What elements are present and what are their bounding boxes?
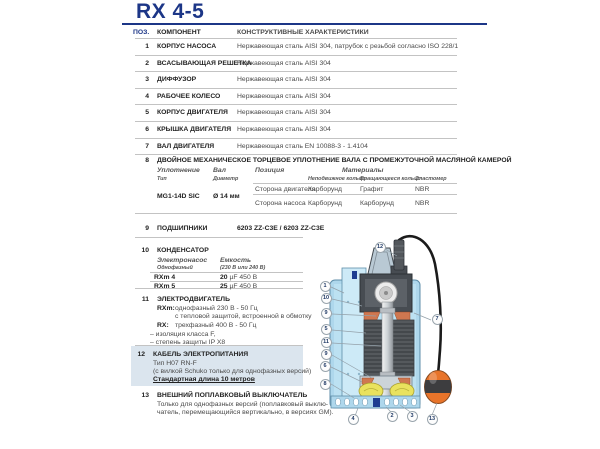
row-num: 1: [145, 43, 149, 50]
seal-col-position: Позиция: [255, 167, 285, 175]
diagram-callout: 11: [321, 337, 332, 348]
motor-line-label: RX:: [157, 322, 169, 330]
diagram-callout: 9: [321, 349, 332, 360]
capacitor-model: RXm 4: [154, 274, 176, 282]
row-component: КОНДЕНСАТОР: [157, 247, 209, 255]
row-characteristics: Нержавеющая сталь AISI 304: [237, 76, 331, 84]
capacitor-section: [135, 238, 303, 289]
row-characteristics: Нержавеющая сталь AISI 304: [237, 125, 331, 133]
row-component: КАБЕЛЬ ЭЛЕКТРОПИТАНИЯ: [153, 351, 249, 359]
motor-line: с тепловой защитой, встроенной в обмотку: [175, 313, 312, 321]
row-characteristics: 6203 ZZ-C3E / 6203 ZZ-C3E: [237, 225, 325, 233]
row-component: ВАЛ ДВИГАТЕЛЯ: [157, 142, 215, 150]
motor-line-label: RXm:: [157, 305, 175, 313]
seal-cell: NBR: [415, 185, 430, 193]
seal-cell: Карборунд: [308, 200, 343, 208]
seal-col-rotating-ring: Вращающееся кольцо: [360, 176, 421, 183]
cable-section: [131, 346, 312, 386]
header-pos: ПОЗ.: [133, 29, 150, 36]
diagram-callout: 4: [348, 414, 359, 425]
row-num: 3: [145, 76, 149, 84]
capacitor-value-volt: µF 450 В: [227, 274, 258, 282]
seal-cell: Карборунд: [360, 200, 395, 208]
divider: [253, 194, 457, 195]
seal-section: [135, 155, 512, 214]
motor-section: [135, 289, 312, 346]
pump-cross-section-diagram: [298, 232, 493, 442]
divider: [150, 272, 303, 273]
diagram-callout: 7: [432, 314, 443, 325]
seal-cell: Графит: [360, 185, 384, 193]
table-row: [135, 105, 457, 122]
seal-cell: Карборунд: [308, 185, 343, 193]
row-characteristics: Нержавеющая сталь AISI 304: [237, 109, 331, 117]
diagram-callout: 13: [427, 414, 438, 425]
diagram-callout: 5: [321, 324, 332, 335]
row-component: КРЫШКА ДВИГАТЕЛЯ: [157, 125, 232, 133]
row-component: ВСАСЫВАЮЩАЯ РЕШЕТКА: [157, 59, 252, 67]
capacitor-col-capacity: Емкость: [220, 257, 252, 265]
capacitor-value: [220, 274, 257, 281]
row-component: ПОДШИПНИКИ: [157, 225, 208, 233]
capacitor-col-capacity-sub: (230 В или 240 В): [220, 265, 266, 272]
seal-diameter-value: Ø 14 мм: [213, 193, 240, 201]
seal-col-type: Тип: [157, 176, 167, 183]
table-row: [135, 72, 457, 89]
capacitor-value-volt: µF 450 В: [227, 282, 258, 290]
seal-col-diameter: Диаметр: [213, 176, 239, 183]
motor-line: – степень защиты IP X8: [150, 338, 226, 346]
seal-type-value: MG1-14D SIC: [157, 193, 200, 201]
capacitor-value-uf: 20: [220, 274, 228, 282]
seal-cell: NBR: [415, 200, 430, 208]
seal-col-seal: Уплотнение: [157, 167, 200, 175]
row-num: 8: [145, 157, 149, 165]
diagram-callout: 1: [320, 281, 331, 292]
diagram-callout: 12: [375, 242, 386, 253]
seal-col-materials: Материалы: [342, 167, 384, 175]
table-header-row: [135, 27, 457, 39]
title-divider: [122, 23, 487, 25]
row-component: ВНЕШНИЙ ПОПЛАВКОВЫЙ ВЫКЛЮЧАТЕЛЬ: [157, 392, 308, 400]
row-component: КОРПУС ДВИГАТЕЛЯ: [157, 109, 228, 117]
capacitor-value-uf: 25: [220, 282, 228, 290]
header-component: КОМПОНЕНТ: [157, 29, 201, 36]
row-num: 11: [141, 296, 149, 304]
header-characteristics: КОНСТРУКТИВНЫЕ ХАРАКТЕРИСТИКИ: [237, 29, 369, 36]
seal-col-shaft: Вал: [213, 167, 226, 175]
seal-col-elastomer: Эластомер: [415, 176, 447, 183]
seal-cell: Сторона насоса: [255, 200, 306, 208]
diagram-callout: 10: [321, 293, 332, 304]
bearings-row: [135, 214, 325, 238]
diagram-callout: 2: [387, 411, 398, 422]
diagram-callout: 3: [407, 411, 418, 422]
float-switch-line: Только для однофазных версий (поплавковый выклю-: [157, 401, 329, 409]
row-characteristics: Нержавеющая сталь AISI 304: [237, 92, 331, 100]
motor-line: трехфазный 400 В - 50 Гц: [175, 322, 257, 330]
motor-line: – изоляция класса F,: [150, 331, 216, 339]
diagram-callout: 8: [320, 379, 331, 390]
table-row: [135, 139, 457, 156]
diagram-callout: 6: [320, 361, 331, 372]
row-component: ЭЛЕКТРОДВИГАТЕЛЬ: [157, 296, 230, 304]
row-characteristics: Нержавеющая сталь EN 10088-3 - 1.4104: [237, 142, 368, 150]
table-row: [135, 122, 457, 139]
row-num: 4: [145, 92, 149, 100]
row-num: 5: [145, 109, 149, 117]
capacitor-model: RXm 5: [154, 282, 176, 290]
row-characteristics: Нержавеющая сталь AISI 304, патрубок с резьбой согласно ISO 228/1: [237, 43, 459, 50]
seal-cell: Сторона двигателя: [255, 185, 316, 193]
row-num: 2: [145, 59, 149, 67]
cable-standard-length: Стандартная длина 10 метров: [153, 376, 255, 384]
row-num: 10: [141, 247, 149, 255]
page-title: RX 4-5: [136, 0, 205, 23]
float-switch-line: чатель, перемещающийся вертикально, в версиях GM).: [157, 409, 334, 417]
capacitor-col-pump: Электронасос: [157, 257, 208, 265]
cable-line: Тип H07 RN-F: [153, 359, 197, 367]
seal-title: ДВОЙНОЕ МЕХАНИЧЕСКОЕ ТОРЦЕВОЕ УПЛОТНЕНИЕ ВАЛА С ПРОМЕЖУТОЧНОЙ МАСЛЯНОЙ КАМЕРОЙ: [157, 157, 512, 165]
row-num: 12: [137, 351, 145, 359]
row-component: КОРПУС НАСОСА: [157, 43, 217, 50]
row-num: 7: [145, 142, 149, 150]
table-row: [135, 39, 457, 56]
cable-line: (с вилкой Schuko только для однофазных версий): [153, 367, 312, 375]
row-num: 13: [141, 392, 149, 400]
row-component: ДИФФУЗОР: [157, 76, 197, 84]
row-num: 6: [145, 125, 149, 133]
table-row: [135, 89, 457, 106]
seal-col-stationary-ring: Неподвижное кольцо: [308, 176, 366, 183]
row-characteristics: Нержавеющая сталь AISI 304: [237, 59, 331, 67]
row-component: РАБОЧЕЕ КОЛЕСО: [157, 92, 221, 100]
diagram-callout: 9: [321, 308, 332, 319]
table-row: [135, 56, 457, 73]
divider: [253, 183, 457, 184]
capacitor-col-pump-sub: Однофазный: [157, 265, 193, 272]
float-switch-section: [135, 386, 334, 425]
row-num: 9: [145, 225, 149, 233]
motor-line: однофазный 230 В - 50 Гц: [175, 305, 258, 313]
